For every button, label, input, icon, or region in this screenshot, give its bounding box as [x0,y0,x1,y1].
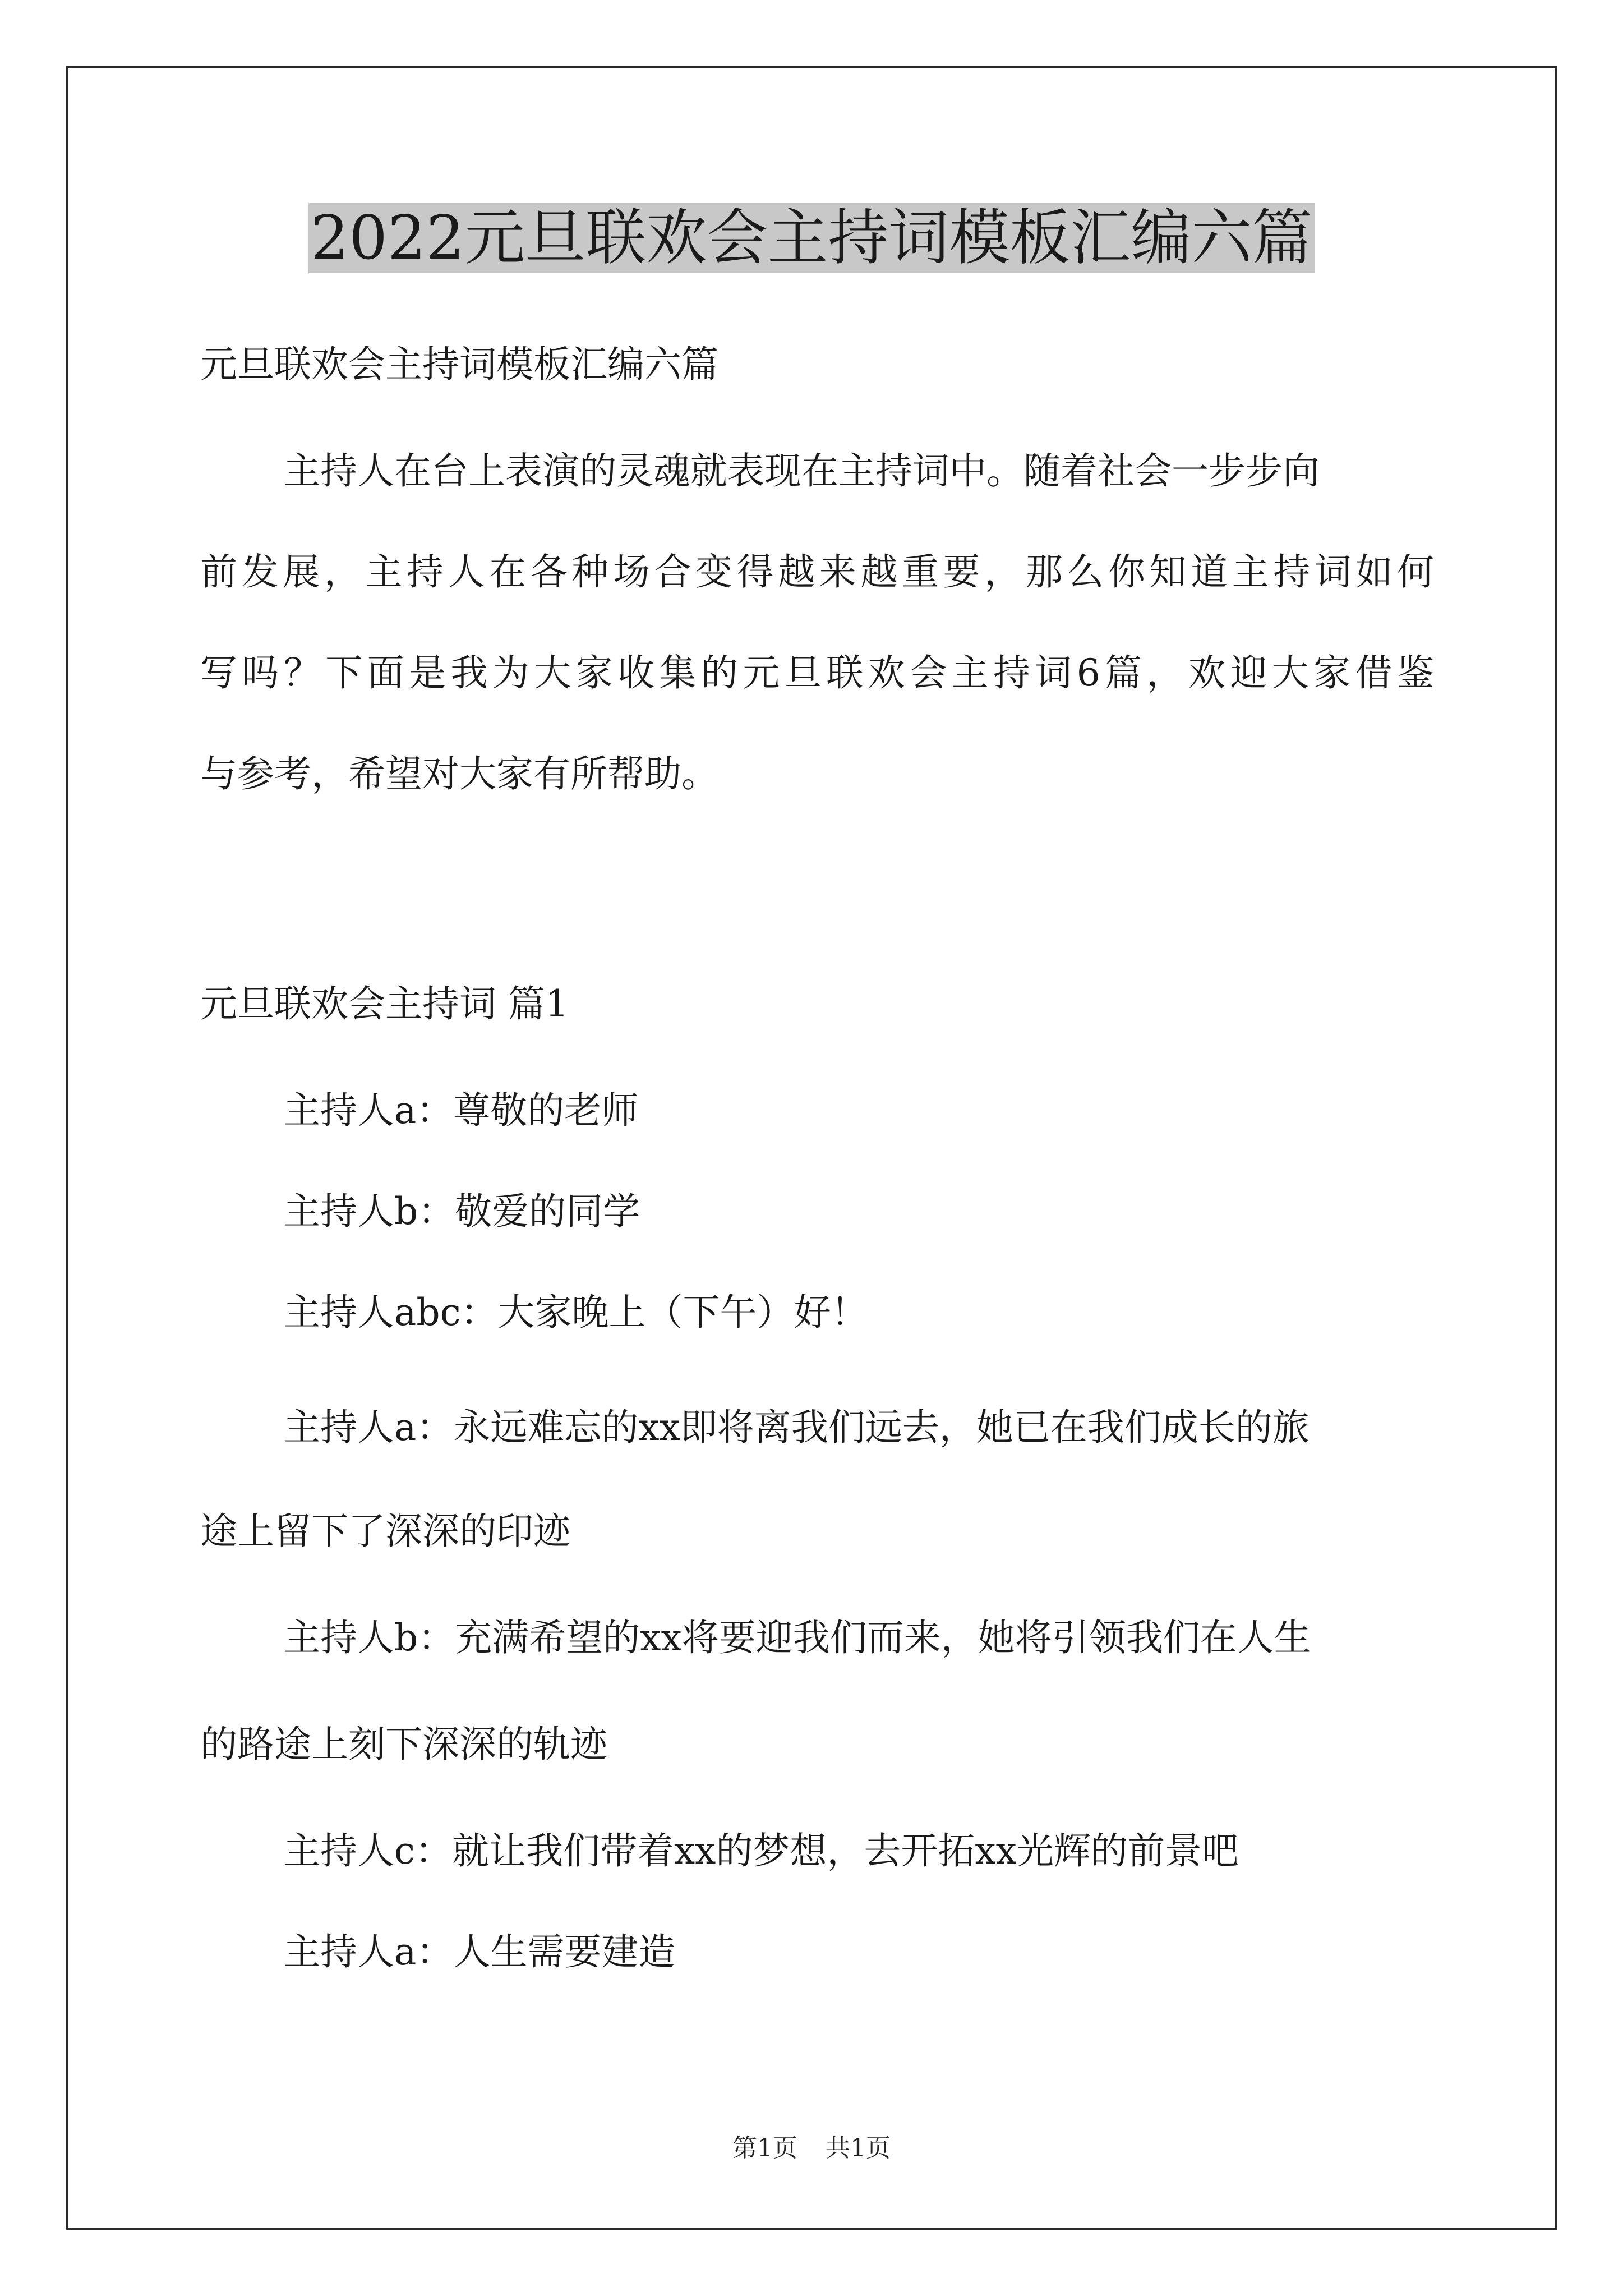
body-line: 主持人abc：大家晚上（下午）好！ [283,1291,868,1334]
intro-line: 与参考，希望对大家有所帮助。 [200,752,718,795]
page-footer [0,2132,1623,2165]
document-subtitle: 元旦联欢会主持词模板汇编六篇 [200,343,718,386]
body-line: 主持人a：永远难忘的xx即将离我们远去，她已在我们成长的旅 [283,1406,1310,1449]
section-heading: 元旦联欢会主持词 篇1 [200,982,569,1025]
body-line: 主持人b：敬爱的同学 [283,1190,640,1233]
body-line: 主持人a：尊敬的老师 [283,1089,639,1132]
body-line: 主持人a：人生需要建造 [283,1930,676,1973]
intro-line: 主持人在台上表演的灵魂就表现在主持词中。随着社会一步步向 [283,449,1320,493]
body-line: 主持人b：充满希望的xx将要迎我们而来，她将引领我们在人生 [283,1616,1311,1659]
body-line: 途上留下了深深的印迹 [200,1510,570,1553]
intro-line: 前发展，主持人在各种场合变得越来越重要，那么你知道主持词如何 [200,550,1434,593]
body-line: 的路途上刻下深深的轨迹 [200,1723,607,1766]
page-number-current: 第1页 [732,2134,797,2162]
page-number-total: 共1页 [826,2134,891,2162]
intro-line: 写吗？下面是我为大家收集的元旦联欢会主持词6篇，欢迎大家借鉴 [200,651,1434,694]
body-line: 主持人c：就让我们带着xx的梦想，去开拓xx光辉的前景吧 [283,1829,1239,1872]
document-title [0,199,1623,278]
document-title-text: 2022元旦联欢会主持词模板汇编六篇 [308,203,1315,273]
